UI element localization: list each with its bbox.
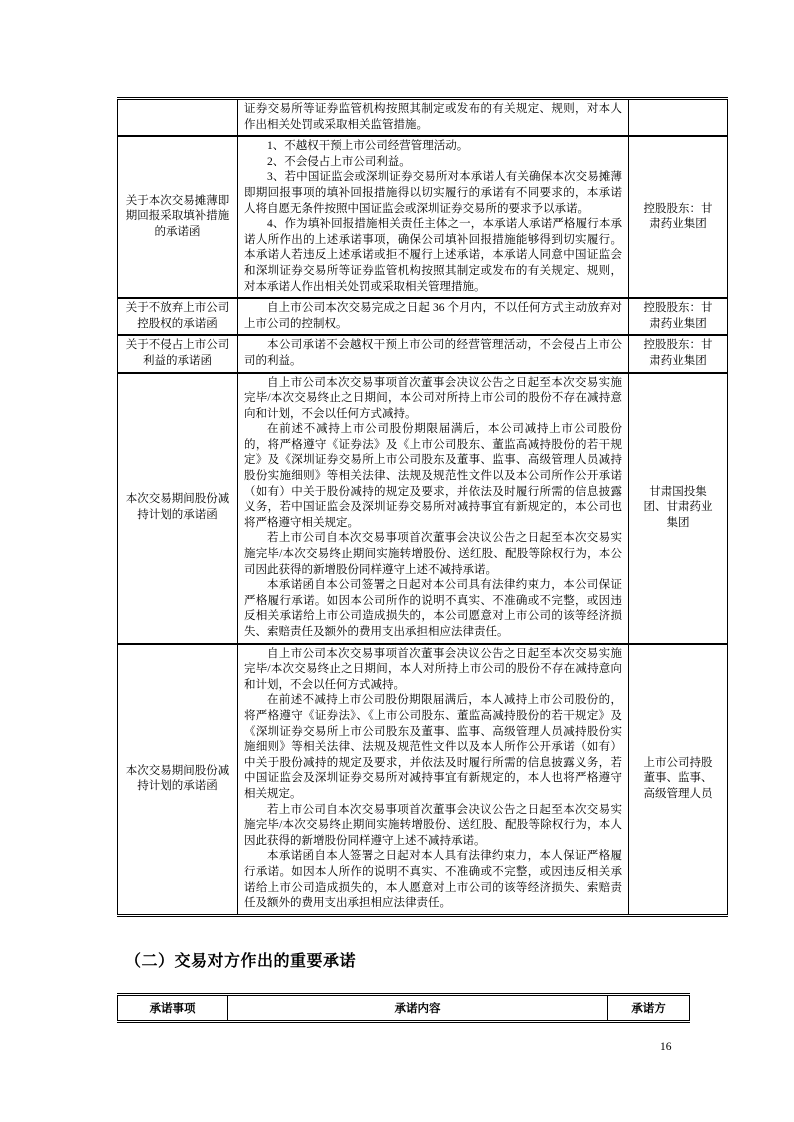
commitment-paragraph: 自上市公司本次交易完成之日起 36 个月内，不以任何方式主动放弃对上市公司的控制权。 — [244, 302, 622, 330]
commitments-table — [117, 97, 728, 917]
commitment-paragraph: 2、不会侵占上市公司利益。 — [267, 155, 411, 168]
commitment-paragraph: 本承诺函自本人签署之日起对本人具有法律约束力，本人保证严格履行承诺。如因本人所作的说明不真实、不准确或不完整，或因违反相关承诺给上市公司造成损失的，本人愿意对上市公司的该等经济损失、索赔责任及额外的费用支出承担相应法律责任。 — [244, 850, 622, 910]
commitment-content-cell — [238, 335, 629, 372]
counterparty-table-header-row — [118, 995, 690, 1022]
committing-party-cell: 控股股东：甘肃药业集团 — [629, 136, 728, 298]
table-row — [118, 136, 728, 298]
column-header-commitment-content: 承诺内容 — [228, 995, 608, 1022]
commitment-item-cell: 关于本次交易摊薄即期回报采取填补措施的承诺函 — [118, 136, 238, 298]
commitment-paragraph: 4、作为填补回报措施相关责任主体之一，本承诺人承诺严格履行本承诺人所作出的上述承诺事项，确保公司填补回报措施能够得到切实履行。本承诺人若违反上述承诺或拒不履行上述承诺，本承诺人同意中国证监会和深圳证券交易所等证券监管机构按照其制定或发布的有关规定、规则，对本承诺人作出相关处罚或采取相关管理措施。 — [244, 218, 622, 293]
committing-party-cell: 甘肃国投集团、甘肃药业集团 — [629, 373, 728, 644]
commitment-paragraph: 本公司承诺不会越权干预上市公司的经营管理活动，不会侵占上市公司的利益。 — [244, 339, 622, 367]
commitment-content-cell — [238, 644, 629, 916]
commitment-content-cell — [238, 99, 629, 137]
table-row — [118, 298, 728, 335]
committing-party-cell — [629, 99, 728, 137]
committing-party-cell: 上市公司持股董事、监事、高级管理人员 — [629, 644, 728, 916]
commitment-content-cell — [238, 373, 629, 644]
table-row — [118, 373, 728, 644]
commitment-paragraph: 在前述不减持上市公司股份期限届满后，本公司减持上市公司股份的，将严格遵守《证券法》及《上市公司股东、董监高减持股份的若干规定》及《深圳证券交易所上市公司股东及董事、监事、高级管理人员减持股份实施细则》等相关法律、法规及规范性文件以及本公司所作公开承诺（如有）中关于股份减持的规定及要求，并依法及时履行所需的信息披露义务，若中国证监会及深圳证券交易所对减持事宜有新规定的，本公司也将严格遵守相关规定。 — [244, 423, 622, 529]
commitment-paragraph: 在前述不减持上市公司股份期限届满后，本人减持上市公司股份的，将严格遵守《证券法》、《上市公司股东、董监高减持股份的若干规定》及《深圳证券交易所上市公司股东及董事、监事、高级管理人员减持股份实施细则》等相关法律、法规及规范性文件以及本人所作公开承诺（如有）中关于股份减持的规定及要求，并依法及时履行所需的信息披露义务，若中国证监会及深圳证券交易所对减持事宜有新规定的，本人也将严格遵守相关规定。 — [244, 694, 622, 800]
commitment-paragraph: 本承诺函自本公司签署之日起对本公司具有法律约束力，本公司保证严格履行承诺。如因本公司所作的说明不真实、不准确或不完整，或因违反相关承诺给上市公司造成损失的，本公司愿意对上市公司的该等经济损失、索赔责任及额外的费用支出承担相应法律责任。 — [244, 579, 622, 638]
table-row — [118, 99, 728, 137]
commitment-item-cell: 本次交易期间股份减持计划的承诺函 — [118, 373, 238, 644]
counterparty-commitments-table — [117, 993, 690, 1023]
commitment-content-cell — [238, 298, 629, 335]
committing-party-cell: 控股股东：甘肃药业集团 — [629, 298, 728, 335]
commitment-paragraph: 3、若中国证监会或深圳证券交易所对本承诺人有关确保本次交易摊薄即期回报事项的填补回报措施得以切实履行的承诺有不同要求的，本承诺人将自愿无条件按照中国证监会或深圳证券交易所的要求予以承诺。 — [244, 171, 622, 215]
committing-party-cell: 控股股东：甘肃药业集团 — [629, 335, 728, 372]
commitment-paragraph: 自上市公司本次交易事项首次董事会决议公告之日起至本次交易实施完毕/本次交易终止之日期间，本人对所持上市公司的股份不存在减持意向和计划，不会以任何方式减持。 — [244, 647, 622, 691]
commitment-paragraph: 若上市公司自本次交易事项首次董事会决议公告之日起至本次交易实施完毕/本次交易终止期间实施转增股份、送红股、配股等除权行为，本人因此获得的新增股份同样遵守上述不减持承诺。 — [244, 803, 622, 847]
table-row — [118, 335, 728, 372]
column-header-commitment-item: 承诺事项 — [118, 995, 228, 1022]
commitment-item-cell: 关于不侵占上市公司利益的承诺函 — [118, 335, 238, 372]
page-number: 16 — [660, 1041, 672, 1053]
commitment-paragraph: 证券交易所等证券监管机构按照其制定或发布的有关规定、规则，对本人作出相关处罚或采取相关监管措施。 — [244, 103, 622, 131]
commitment-item-cell: 本次交易期间股份减持计划的承诺函 — [118, 644, 238, 916]
commitment-paragraph: 若上市公司自本次交易事项首次董事会决议公告之日起至本次交易实施完毕/本次交易终止期间实施转增股份、送红股、配股等除权行为，本公司因此获得的新增股份同样遵守上述不减持承诺。 — [244, 532, 622, 576]
commitment-paragraph: 1、不越权干预上市公司经营管理活动。 — [267, 140, 469, 153]
commitment-item-cell — [118, 99, 238, 137]
commitment-item-cell: 关于不放弃上市公司控股权的承诺函 — [118, 298, 238, 335]
commitment-content-cell — [238, 136, 629, 298]
table-row — [118, 644, 728, 916]
commitment-paragraph: 自上市公司本次交易事项首次董事会决议公告之日起至本次交易实施完毕/本次交易终止之日期间，本公司对所持上市公司的股份不存在减持意向和计划，不会以任何方式减持。 — [244, 376, 622, 420]
section-heading: （二）交易对方作出的重要承诺 — [125, 953, 357, 970]
column-header-committing-party: 承诺方 — [608, 995, 690, 1022]
